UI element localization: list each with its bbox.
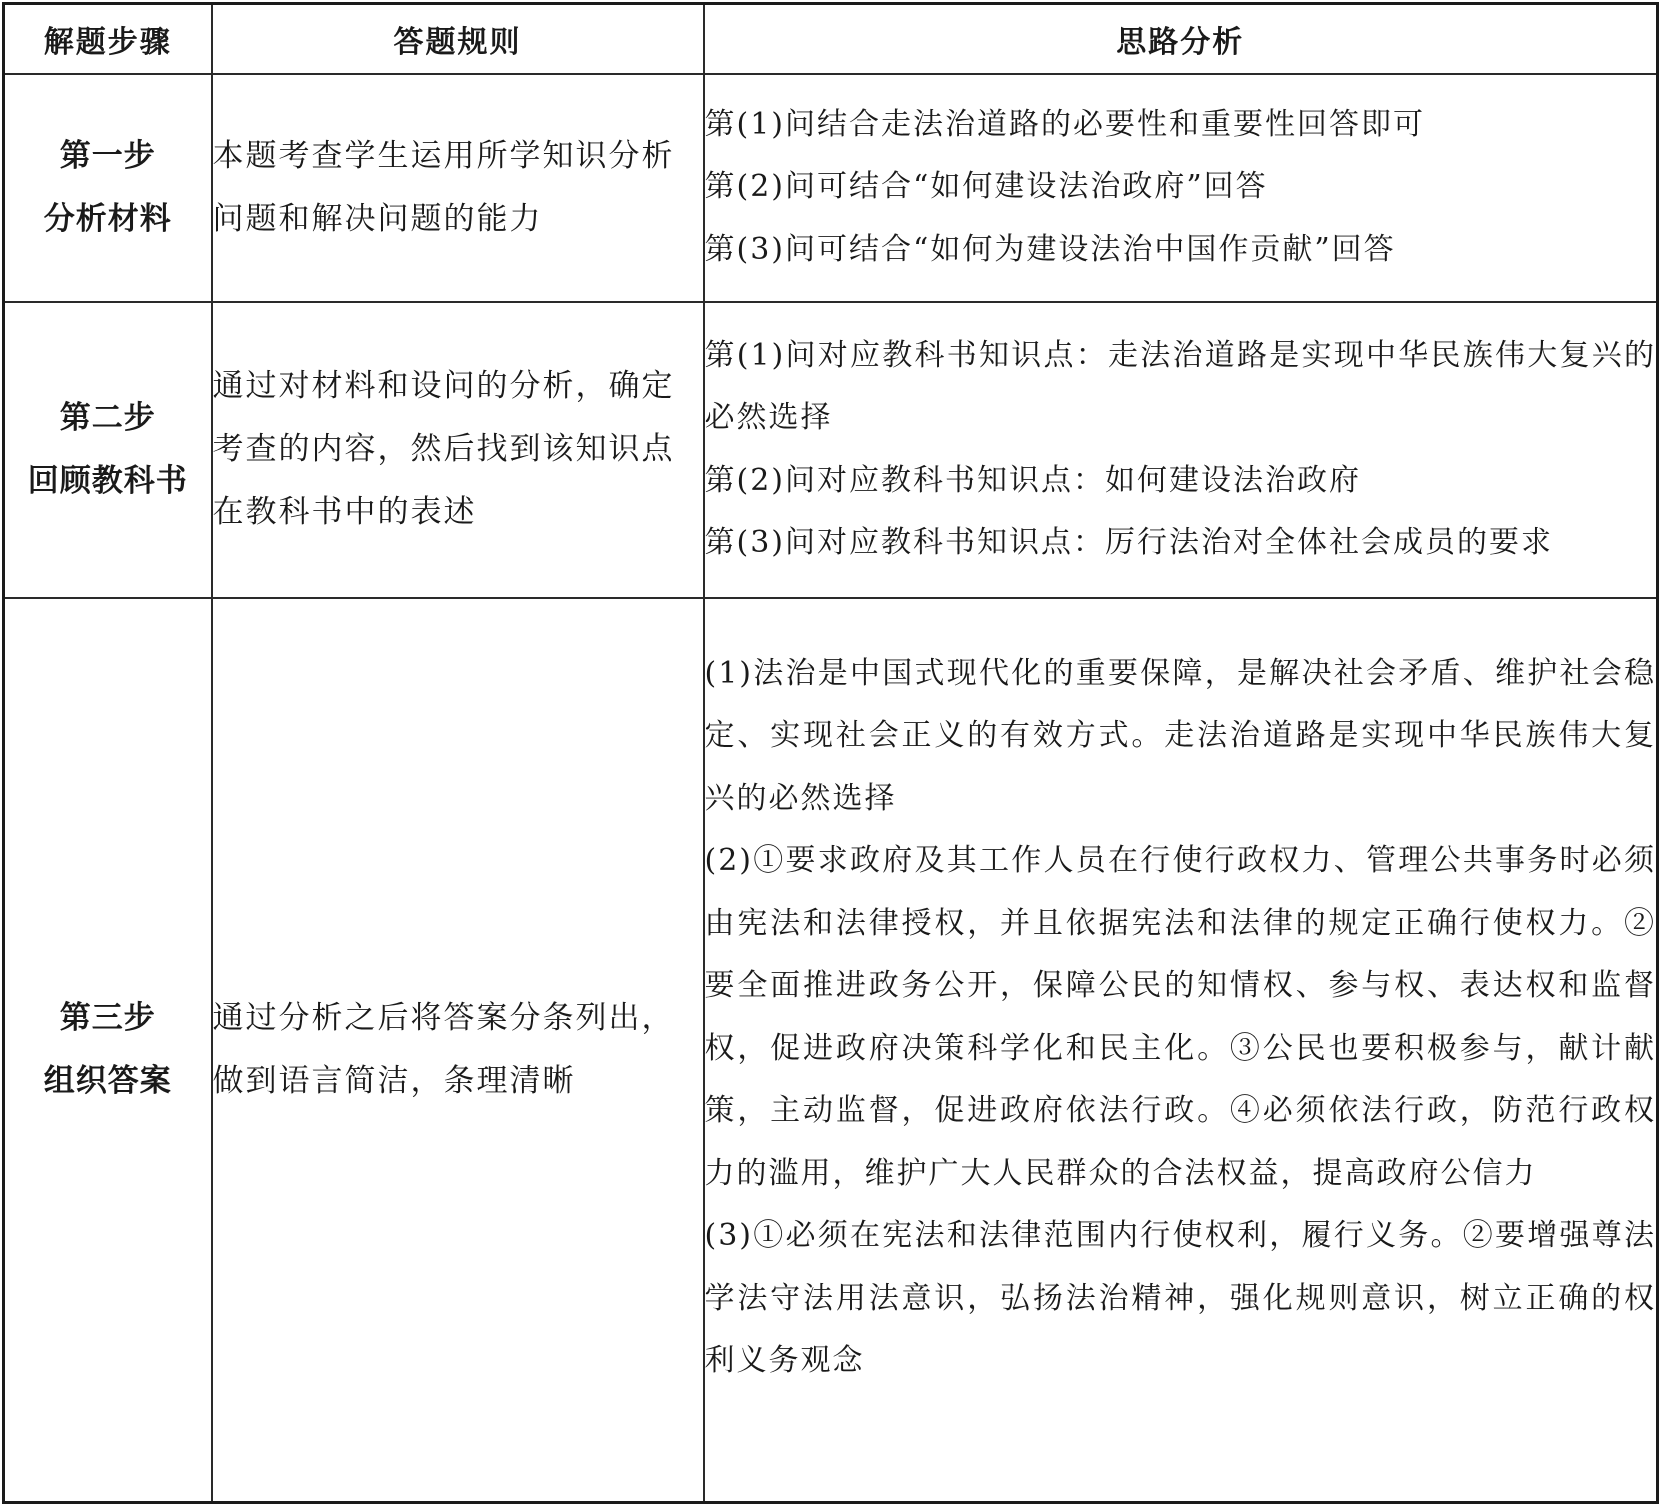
table-header-row [4, 4, 1658, 74]
rule-text: 通过对材料和设问的分析，确定考查的内容，然后找到该知识点在教科书中的表述 [212, 368, 675, 530]
analysis-line: 第(1)问对应教科书知识点：走法治道路是实现中华民族伟大复兴的必然选择 [704, 337, 1656, 435]
analysis-line: 第(2)问对应教科书知识点：如何建设法治政府 [704, 462, 1361, 498]
table-row [4, 302, 1658, 598]
analysis-line: 第(3)问可结合“如何为建设法治中国作贡献”回答 [704, 231, 1396, 267]
analysis-line: 第(1)问结合走法治道路的必要性和重要性回答即可 [704, 106, 1425, 142]
step-cell [4, 598, 212, 1503]
solution-steps-table [2, 2, 1659, 1504]
analysis-cell [704, 74, 1658, 302]
analysis-cell [704, 302, 1658, 598]
analysis-line: 第(3)问对应教科书知识点：厉行法治对全体社会成员的要求 [704, 525, 1553, 560]
analysis-line: 第(2)问可结合“如何建设法治政府”回答 [704, 169, 1268, 205]
answer-paragraph: (1)法治是中国式现代化的重要保障，是解决社会矛盾、维护社会稳定、实现社会正义的有效方式。走法治道路是实现中华民族伟大复兴的必然选择 [704, 655, 1656, 816]
step-cell [4, 74, 212, 302]
step-title: 分析材料 [43, 200, 172, 237]
step-cell [4, 302, 212, 598]
step-title: 回顾教科书 [27, 462, 188, 499]
header-steps: 解题步骤 [4, 4, 212, 74]
table-row [4, 74, 1658, 302]
header-rules: 答题规则 [212, 4, 704, 74]
table-row [4, 598, 1658, 1503]
step-title: 组织答案 [43, 1062, 172, 1099]
rule-cell [212, 598, 704, 1503]
rule-text: 本题考查学生运用所学知识分析问题和解决问题的能力 [212, 137, 675, 237]
rule-text: 通过分析之后将答案分条列出，做到语言简洁，条理清晰 [212, 999, 675, 1099]
step-number: 第二步 [59, 399, 156, 436]
header-analysis: 思路分析 [704, 4, 1658, 74]
rule-cell [212, 74, 704, 302]
analysis-cell [704, 598, 1658, 1503]
answer-paragraph: (2)①要求政府及其工作人员在行使行政权力、管理公共事务时必须由宪法和法律授权，并且依据宪法和法律的规定正确行使权力。②要全面推进政务公开，保障公民的知情权、参与权、表达权和监督权，促进政府决策科学化和民主化。③公民也要积极参与，献计献策，主动监督，促进政府依法行政。④必须依法行政，防范行政权力的滥用，维护广大人民群众的合法权益，提高政府公信力 [704, 843, 1656, 1191]
step-number: 第一步 [59, 137, 156, 174]
answer-paragraph: (3)①必须在宪法和法律范围内行使权利，履行义务。②要增强尊法学法守法用法意识，弘扬法治精神，强化规则意识，树立正确的权利义务观念 [704, 1218, 1656, 1378]
rule-cell [212, 302, 704, 598]
step-number: 第三步 [59, 999, 156, 1036]
